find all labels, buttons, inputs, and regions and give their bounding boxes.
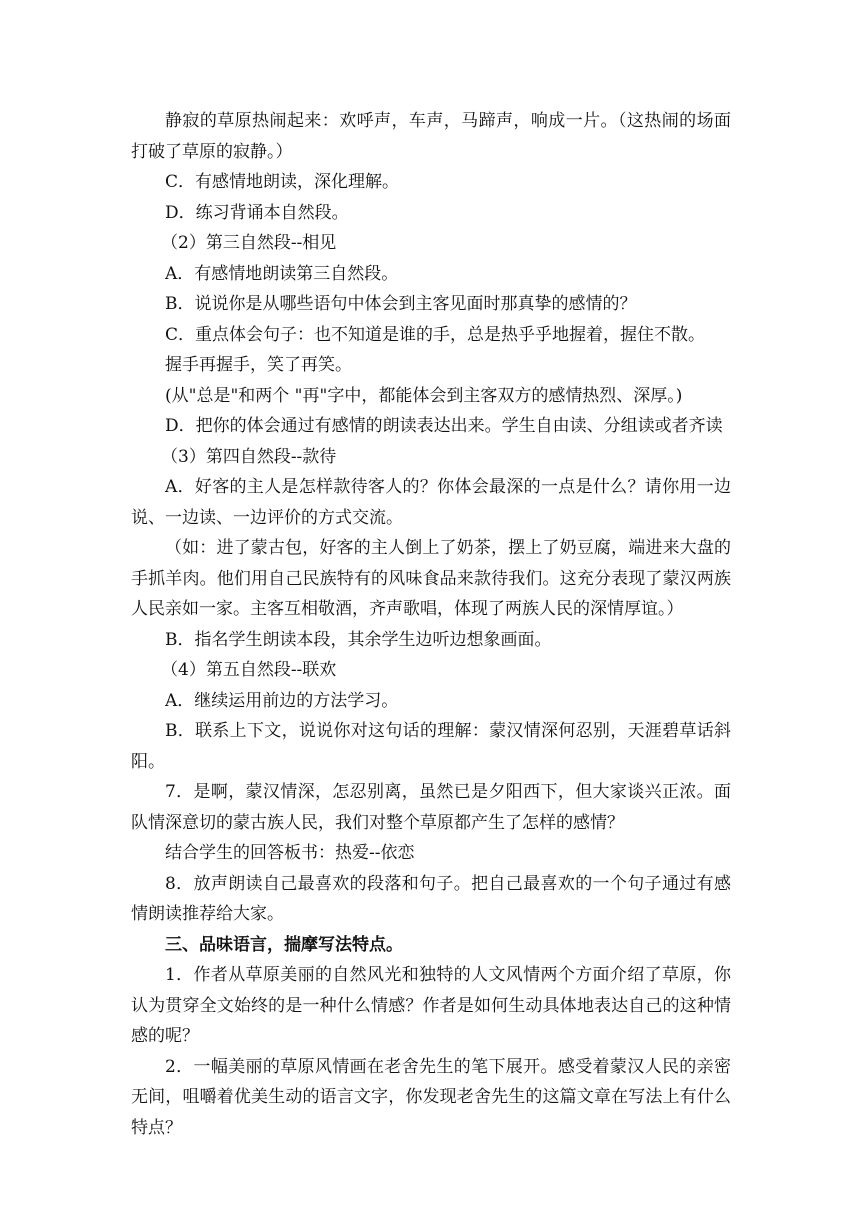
paragraph-step-d-recite: D．练习背诵本自然段。 [165,202,349,223]
paragraph-handshake-note: (从"总是"和两个 "再"字中，都能体会到主客双方的感情热烈、深厚。) [165,385,683,406]
paragraph-blackboard-note: 结合学生的回答板书：热爱--依恋 [165,843,415,863]
paragraph-item-8: 8．放声朗读自己最喜欢的段落和句子。把自己最喜欢的一个句子通过有感情朗读推荐给大家。 [131,873,731,924]
paragraph-example-yurt: （如：进了蒙古包，好客的主人倒上了奶茶，摆上了奶豆腐，端进来大盘的手抓羊肉。他们用自己民族特有的风味食品来款待我们。这充分表现了蒙汉两族人民亲如一家。主客互相敬酒，齐声歌唱，体现了两族人民的深情厚谊。） [131,538,731,619]
paragraph-step-a-hospitality: A．好客的主人是怎样款待客人的？你体会最深的一点是什么？请你用一边说、一边读、一边评价的方式交流。 [131,477,731,528]
paragraph-step-d-express: D．把你的体会通过有感情的朗读表达出来。学生自由读、分组读或者齐读 [165,416,723,436]
paragraph-step-a-read-third: A．有感情地朗读第三自然段。 [165,263,399,284]
paragraph-step-a-continue: A．继续运用前边的方法学习。 [165,690,399,711]
section-heading-part-three: 三、品味语言，揣摩写法特点。 [165,934,403,955]
paragraph-step-c-key-sentence: C．重点体会句子：也不知道是谁的手，总是热乎乎地握着，握住不散。 [165,324,706,345]
paragraph-grassland-lively: 静寂的草原热闹起来：欢呼声，车声，马蹄声，响成一片。（这热闹的场面打破了草原的寂静。） [131,111,731,162]
paragraph-step-b-imagine: B．指名学生朗读本段，其余学生边听边想象画面。 [165,629,552,650]
paragraph-item-7: 7．是啊，蒙汉情深，怎忍别离，虽然已是夕阳西下，但大家谈兴正浓。面队情深意切的蒙古族人民，我们对整个草原都产生了怎样的感情？ [131,782,731,833]
paragraph-question-2: 2．一幅美丽的草原风情画在老舍先生的笔下展开。感受着蒙汉人民的亲密无间，咀嚼着优美生动的语言文字，你发现老舍先生的这篇文章在写法上有什么特点？ [131,1056,731,1138]
document-body [131,106,731,1143]
paragraph-question-1: 1．作者从草原美丽的自然风光和独特的人文风情两个方面介绍了草原，你认为贯穿全文始终的是一种什么情感？作者是如何生动具体地表达自己的这种情感的呢？ [131,965,731,1046]
section-heading-3rd-paragraph: （2）第三自然段--相见 [161,233,337,253]
paragraph-handshake-line: 握手再握手，笑了再笑。 [165,355,352,375]
section-heading-5th-paragraph: （4）第五自然段--联欢 [161,660,337,680]
paragraph-step-b-context: B．联系上下文，说说你对这句话的理解：蒙汉情深何忍别，天涯碧草话斜阳。 [131,721,731,772]
paragraph-step-c-read: C．有感情地朗读，深化理解。 [165,172,400,192]
section-heading-4th-paragraph: （3）第四自然段--款待 [161,446,337,467]
paragraph-step-b-discuss: B．说说你是从哪些语句中体会到主客见面时那真挚的感情的？ [165,294,637,314]
